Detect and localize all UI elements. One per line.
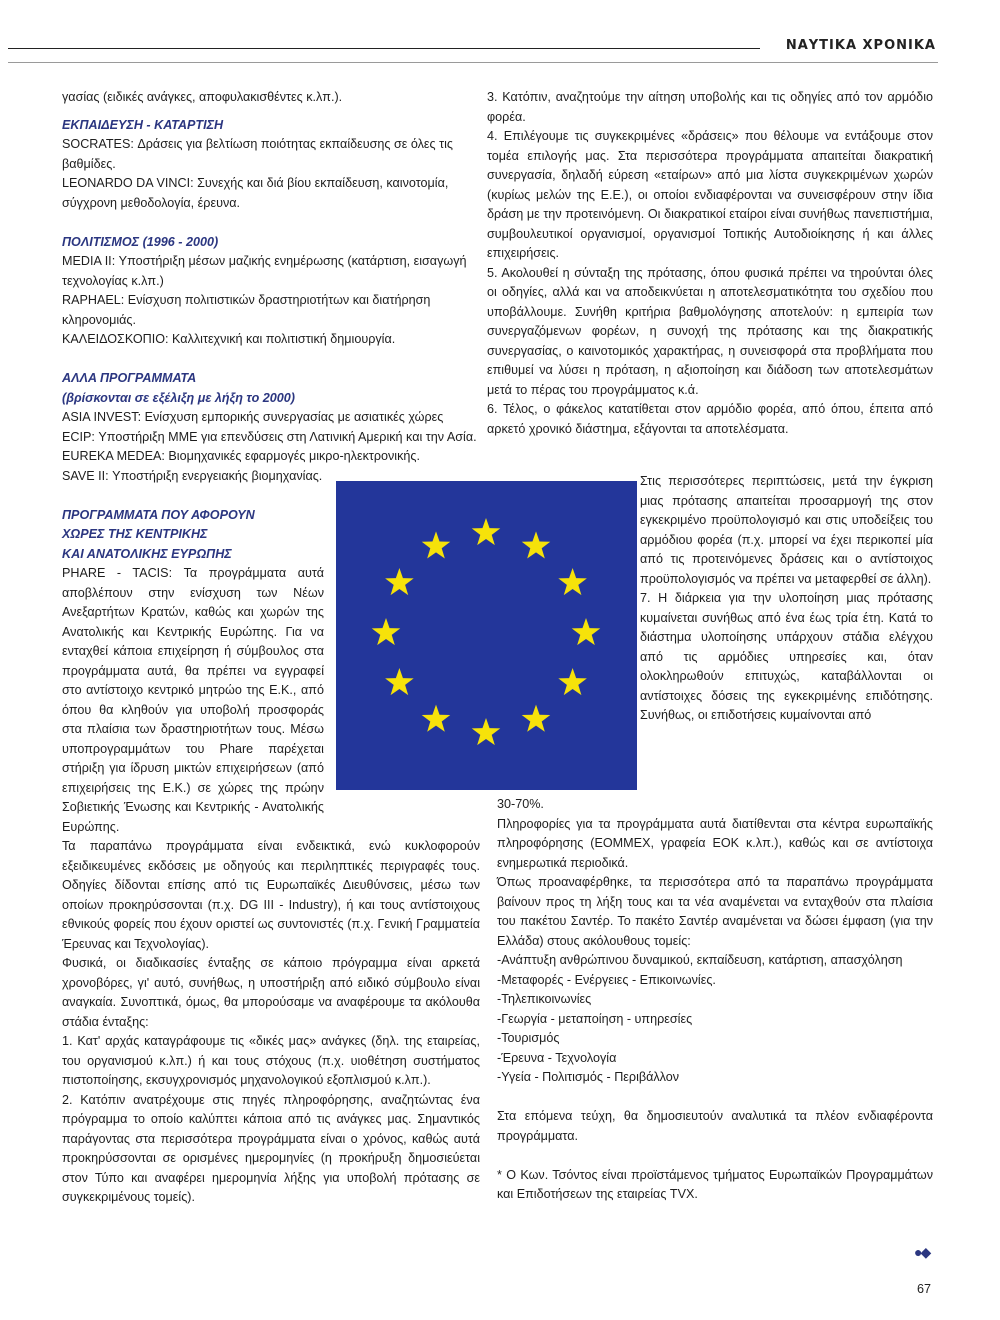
right-column-mid bbox=[640, 472, 933, 726]
program-name: MEDIA II bbox=[62, 254, 112, 268]
para-process: Φυσικά, οι διαδικασίες ένταξης σε κάποιο πρόγραμμα είναι αρκετά χρονοβόρες, γι' αυτό, συνήθως, η υποστήριξη από ειδικό σύμβουλο είναι αναγκαία. Συνοπτικά, όμως, θα μπορούσαμε να αναφέρουμε τα ακόλουθα στάδια ένταξης: bbox=[62, 956, 480, 1029]
step-1: 1. Κατ' αρχάς καταγράφουμε τις «δικές μας» ανάγκες (δηλ. της εταιρείας, του οργανισμού κ.λπ.) ή και τους στόχους (π.χ. υιοθέτηση συστήματος πιστοποίησης, εκσυγχρονισμός μηχανολογικού εξοπλισμού κ.λπ.). bbox=[62, 1034, 480, 1087]
program-name: ECIP bbox=[62, 429, 92, 444]
program-desc: : Υποστήριξη ενεργειακής βιομηχανίας. bbox=[105, 468, 323, 483]
para-info: Πληροφορίες για τα προγράμματα αυτά διατίθενται στα κέντρα ευρωπαϊκής πληροφόρησης (ΕΟΜΜΕΧ, γραφεία ΕΟΚ κ.λπ.), καθώς και σε αντίστοιχα ενημερωτικά περιοδικά. bbox=[497, 816, 933, 870]
program-desc: : Υποστήριξη μέσων μαζικής ενημέρωσης (κατάρτιση, εισαγωγή τεχνολογίας κ.λπ.) bbox=[62, 254, 467, 288]
sector-item: -Μεταφορές - Ενέργειες - Επικοινωνίες. bbox=[497, 972, 716, 987]
program-phare bbox=[62, 564, 324, 837]
header-separator bbox=[8, 62, 938, 63]
heading-central-europe: ΠΡΟΓΡΑΜΜΑΤΑ ΠΟΥ ΑΦΟΡΟΥΝ bbox=[62, 507, 255, 522]
program-ecip bbox=[62, 428, 480, 448]
program-desc: : Δράσεις για βελτίωση ποιότητας εκπαίδευσης σε όλες τις βαθμίδες. bbox=[62, 137, 453, 171]
page-number: 67 bbox=[917, 1282, 932, 1296]
step-7: 7. Η διάρκεια για την υλοποίηση μιας πρότασης κυμαίνεται συνήθως από ένα έως τρία έτη. Κατά το διάστημα υλοποίησης υπάρχουν στάδια ελέγχου από τις αρμόδιες υπηρεσίες και, όταν ολοκληρωθούν επιτυχώς, καταβάλλονται οι αντίστοιχες δόσεις της εγκεκριμένης επιδότησης. Συνήθως, οι επιδοτήσεις κυμαίνονται από bbox=[640, 591, 933, 722]
heading-central-europe-2: ΧΩΡΕΣ ΤΗΣ ΚΕΝΤΡΙΚΗΣ bbox=[62, 527, 208, 541]
eu-flag-image bbox=[336, 481, 637, 790]
step-3: 3. Κατόπιν, αναζητούμε την αίτηση υποβολής και τις οδηγίες από τον αρμόδιο φορέα. bbox=[487, 90, 933, 124]
sector-item: -Τηλεπικοινωνίες bbox=[497, 992, 592, 1006]
heading-central-europe-3: ΚΑΙ ΑΝΑΤΟΛΙΚΗΣ ΕΥΡΩΠΗΣ bbox=[62, 546, 232, 561]
step-6-continued: Στις περισσότερες περιπτώσεις, μετά την έγκριση μιας πρότασης απαιτείται προσαρμογή της στον εγκεκριμένο προϋπολογισμό και στις υποδείξεις του αρμόδιου φορέα (π.χ. μπορεί να έχει περικοπεί μία από τις προτεινόμενες δράσεις και ο αντίστοιχος προϋπολογισμός να πρέπει να μεταφερθεί σε άλλη). bbox=[640, 474, 933, 586]
para-next-issues: Στα επόμενα τεύχη, θα δημοσιευτούν αναλυτικά τα πλέον ενδιαφέροντα προγράμματα. bbox=[497, 1109, 933, 1143]
program-leonardo bbox=[62, 174, 480, 213]
program-name: ΚΑΛΕΙΔΟΣΚΟΠΙΟ bbox=[62, 332, 166, 346]
header-rule bbox=[8, 48, 760, 49]
step-4: 4. Επιλέγουμε τις συγκεκριμένες «δράσεις» που θέλουμε να εντάξουμε στον τομέα επιλογής μας. Στα περισσότερα προγράμματα απαιτείται διακρατική συνεργασία, δηλαδή εύρεση «εταίρων» από μια λίστα συγκεκριμένων χωρών (κυρίως μελών της Ε.Ε.), οι οποίοι ενδιαφέρονται να συνεισφέρουν στην ίδια δράση με την προτεινόμενη. Οι διακρατικοί εταίροι είναι συνήθως πανεπιστήμια, συμβουλευτικοί οργανισμοί, οργανισμοί Τοπικής Αυτοδιοίκησης ή και άλλες επιχειρήσεις. bbox=[487, 129, 933, 260]
magazine-title: ΝΑΥΤΙΚΑ ΧΡΟΝΙΚΑ bbox=[785, 38, 936, 53]
step-5: 5. Ακολουθεί η σύνταξη της πρότασης, όπου φυσικά πρέπει να τηρούνται όλες οι οδηγίες, αλλά και να αποδεικνύεται η αποτελεσματικότητα του σχεδίου που υποβάλλουμε. Συνήθη κριτήρια βαθμολόγησης αποτελούν: η εμπειρία των συνεργαζόμενων φορέων, η συνοχή της πρότασης και της διακρατικής συνεργασίας, ο καινοτομικός χαρακτήρας, η συνεισφορά στα προβλήματα που επιθυμεί να λύσει η πρόταση, η αξιοποίηση και διάδοση των αποτελεσμάτων μετά το πέρας του προγράμματος κ.ά. bbox=[487, 265, 933, 397]
program-desc: : Ενίσχυση πολιτιστικών δραστηριοτήτων και διατήρηση κληρονομιάς. bbox=[62, 293, 431, 327]
program-desc: : Καλλιτεχνική και πολιτιστική δημιουργία. bbox=[165, 332, 396, 346]
program-name: SAVE II bbox=[62, 468, 106, 483]
program-save bbox=[62, 467, 324, 487]
para-indicative: Τα παραπάνω προγράμματα είναι ενδεικτικά, ενώ κυκλοφορούν εξειδικευμένες εκδόσεις με οδηγούς και περιληπτικές περιγραφές τους. Οδηγίες δίδονται επίσης από τις Ευρωπαϊκές Διευθύνσεις, μέσω των οποίων προκηρύσσονται (π.χ. DG III - Industry), ή και τους αντίστοιχους εθνικούς φορείς που έχουν οριστεί ως συντονιστές (π.χ. Γενική Γραμματεία Έρευνας και Τεχνολογίας). bbox=[62, 839, 480, 951]
sector-item: -Υγεία - Πολιτισμός - Περιβάλλον bbox=[497, 1070, 680, 1084]
program-kaleidoscope bbox=[62, 330, 480, 350]
program-desc: : Ενίσχυση εμπορικής συνεργασίας με ασιατικές χώρες bbox=[137, 410, 444, 424]
heading-other-programs: ΑΛΛΑ ΠΡΟΓΡΑΜΜΑΤΑ bbox=[62, 371, 197, 385]
sector-item: -Ανάπτυξη ανθρώπινου δυναμικού, εκπαίδευση, κατάρτιση, απασχόληση bbox=[497, 953, 903, 967]
program-eureka bbox=[62, 447, 480, 467]
end-of-article-icon: ●◆ bbox=[914, 1244, 930, 1260]
program-name: ASIA INVEST bbox=[62, 410, 138, 424]
program-media bbox=[62, 252, 480, 291]
sector-list bbox=[497, 951, 933, 1088]
program-name: RAPHAEL bbox=[62, 293, 121, 307]
para-santer: Όπως προαναφέρθηκε, τα περισσότερα από τα παραπάνω προγράμματα βαίνουν προς τη λήξη τους και τα νέα αναμένεται να ενταχθούν στα πλαίσια του πακέτου Σαντέρ. Το πακέτο Σαντέρ αναμένεται να δώσει έμφαση (για την Ελλάδα) στους ακόλουθους τομείς: bbox=[497, 875, 933, 948]
program-desc: : Τα προγράμματα αυτά αποβλέπουν στην ενίσχυση των Νέων Ανεξαρτήτων Κρατών, καθώς και χωρών της Ανατολικής και Κεντρικής Ευρώπης. Για να ενταχθεί κάποια επιχείρηση ή σύμβουλος στα προγράμματα αυτά, θα πρέπει να εγγραφεί στο αντίστοιχο κεντρικό μητρώο της Ε.Κ., από όπου θα κληθούν για υποβολή προσφοράς στα πλαίσια των δραστηριοτήτων τους. Μέσω υποπρογραμμάτων του Phare παρέχεται στήριξη για ίδρυση μικτών επιχειρήσεων (από επιχειρήσεις της Ε.Κ.) σε χώρες της πρώην Σοβιετικής Ένωσης και Κεντρικής - Ανατολικής Ευρώπης. bbox=[62, 566, 324, 834]
program-name: EUREKA MEDEA bbox=[62, 449, 162, 463]
program-desc: : Υποστήριξη ΜΜΕ για επενδύσεις στη Λατινική Αμερική και την Ασία. bbox=[91, 429, 477, 444]
sector-item: -Έρευνα - Τεχνολογία bbox=[497, 1050, 617, 1065]
heading-other-programs-sub: (βρίσκονται σε εξέλιξη με λήξη το 2000) bbox=[62, 390, 295, 405]
program-socrates bbox=[62, 135, 480, 174]
program-name: PHARE - TACIS bbox=[62, 566, 169, 580]
program-raphael bbox=[62, 291, 480, 330]
step-7-end: 30-70%. bbox=[497, 797, 544, 811]
heading-education: ΕΚΠΑΙΔΕΥΣΗ - ΚΑΤΑΡΤΙΣΗ bbox=[62, 117, 224, 132]
program-name: LEONARDO DA VINCI bbox=[62, 176, 191, 190]
sector-item: -Γεωργία - μεταποίηση - υπηρεσίες bbox=[497, 1011, 693, 1026]
program-desc: : Συνεχής και διά βίου εκπαίδευση, καινοτομία, σύγχρονη μεθοδολογία, έρευνα. bbox=[62, 176, 449, 210]
author-footnote: * Ο Κων. Τσόντος είναι προϊστάμενος τμήματος Ευρωπαϊκών Προγραμμάτων και Επιδοτήσεων της εταιρείας TVX. bbox=[497, 1167, 933, 1201]
program-name: SOCRATES bbox=[62, 137, 131, 151]
step-2: 2. Κατόπιν ανατρέχουμε στις πηγές πληροφόρησης, αναζητώντας ένα πρόγραμμα το οποίο καλύπτει κάποια από τις ανάγκες μας. Σημαντικός παράγοντας στα περισσότερα προγράμματα είναι ο χρόνος, καθώς αυτά προκηρύσσονται σε ορισμένες ημερομηνίες (η προκήρυξη δημοσιεύεται στον Τύπο και αναφέρει ημερομηνία λήξης για υποβολή πρότασης σε συγκεκριμένους τομείς). bbox=[62, 1092, 480, 1204]
sector-item: -Τουρισμός bbox=[497, 1031, 560, 1045]
right-column-top bbox=[487, 88, 933, 439]
program-asia-invest bbox=[62, 408, 480, 428]
right-column-bottom bbox=[497, 795, 933, 1205]
step-6: 6. Τέλος, ο φάκελος κατατίθεται στον αρμόδιο φορέα, από όπου, έπειτα από αρκετό χρονικό διάστημα, εξάγονται τα αποτελέσματα. bbox=[487, 402, 933, 436]
intro-line: γασίας (ειδικές ανάγκες, αποφυλακισθέντες κ.λπ.). bbox=[62, 90, 343, 104]
program-desc: : Βιομηχανικές εφαρμογές μικρο-ηλεκτρονικής. bbox=[161, 449, 420, 463]
heading-culture: ΠΟΛΙΤΙΣΜΟΣ (1996 - 2000) bbox=[62, 234, 219, 249]
